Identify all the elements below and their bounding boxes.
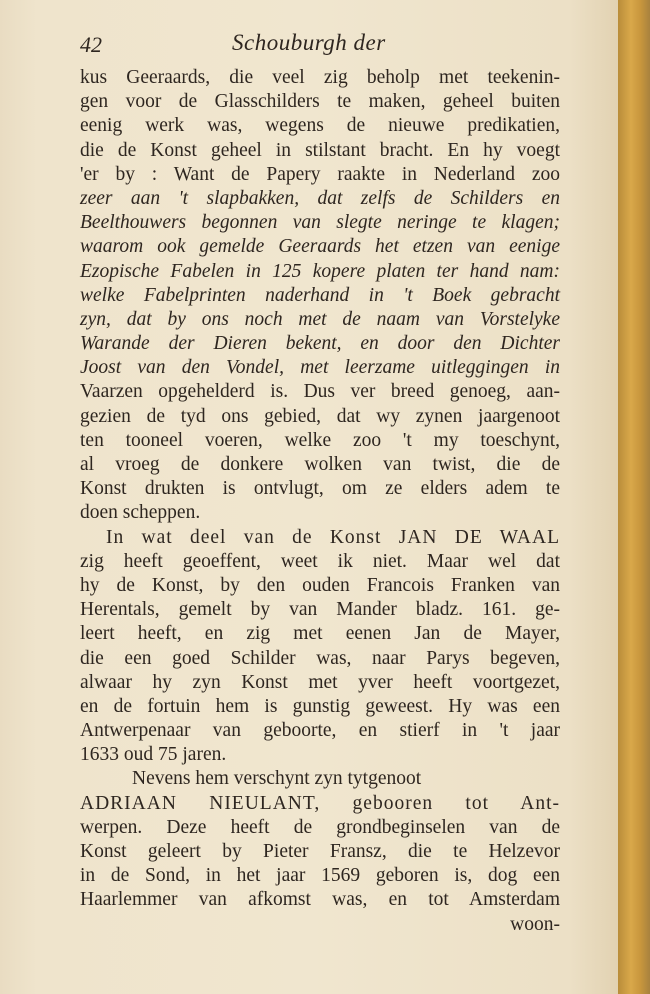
text-line: doen scheppen. [80, 502, 201, 524]
text-line: Haarlemmer van afkomst was, en tot Amsterdam [80, 889, 560, 911]
text-line: hy de Konst, by den ouden Francois Franken van [80, 574, 560, 596]
body-text [80, 66, 560, 937]
page-number: 42 [80, 32, 102, 57]
text-line: Warande der Dieren bekent, en door den Dichter [80, 333, 560, 355]
text-line: zig heeft geoeffent, weet ik niet. Maar wel dat [80, 550, 560, 572]
text-line: Joost van den Vondel, met leerzame uitleggingen in [80, 357, 560, 379]
text-line: ten tooneel voeren, welke zoo 't my toeschynt, [80, 429, 560, 451]
text-line: Herentals, gemelt by van Mander bladz. 161. ge- [80, 599, 560, 621]
text-line: waarom ook gemelde Geeraards het etzen van eenige [80, 236, 560, 258]
text-line: In wat deel van de Konst JAN DE WAAL [106, 526, 560, 548]
text-line: die de Konst geheel in stilstant bracht. En hy voegt [80, 139, 560, 161]
text-line: alwaar hy zyn Konst met yver heeft voortgezet, [80, 671, 560, 693]
gilt-page-edge [618, 0, 650, 994]
text-line: Vaarzen opgehelderd is. Dus ver breed genoeg, aan- [80, 381, 560, 403]
text-line: zyn, dat by ons noch met de naam van Vorstelyke [80, 308, 560, 330]
text-line: al vroeg de donkere wolken van twist, die de [80, 454, 560, 475]
text-line: Antwerpenaar van geboorte, en stierf in 't jaar [80, 720, 560, 742]
text-line: en de fortuin hem is gunstig geweest. Hy was een [80, 695, 560, 717]
text-line: Nevens hem verschynt zyn tytgenoot [132, 768, 422, 790]
running-head: Schouburgh der [232, 30, 386, 55]
text-line: die een goed Schilder was, naar Parys begeven, [80, 647, 560, 669]
text-line: gezien de tyd ons gebied, dat wy zynen jaargenoot [80, 405, 560, 427]
text-line: 1633 oud 75 jaren. [80, 744, 227, 766]
text-line: in de Sond, in het jaar 1569 geboren is, dog een [80, 865, 560, 887]
text-line: Ezopische Fabelen in 125 kopere platen ter hand nam: [80, 260, 560, 282]
text-line: 'er by : Want de Papery raakte in Nederland zoo [80, 163, 560, 185]
page-header [80, 30, 560, 64]
text-line: Konst geleert by Pieter Fransz, die te Helzevor [80, 841, 560, 862]
text-line: welke Fabelprinten naderhand in 't Boek gebracht [80, 284, 560, 306]
text-line: ADRIAAN NIEULANT, gebooren tot Ant- [80, 792, 560, 814]
text-line: kus Geeraards, die veel zig beholp met teekenin- [80, 67, 560, 88]
text-line: leert heeft, en zig met eenen Jan de Mayer, [80, 623, 560, 645]
text-line: gen voor de Glasschilders te maken, geheel buiten [80, 91, 560, 113]
text-line: werpen. Deze heeft de grondbeginselen van de [80, 816, 560, 838]
text-line: eenig werk was, wegens de nieuwe predikatien, [80, 115, 560, 137]
catchword: woon- [510, 913, 560, 935]
text-line: Beelthouwers begonnen van slegte neringe te klagen; [80, 212, 560, 234]
text-line: Konst drukten is ontvlugt, om ze elders adem te [80, 478, 560, 500]
text-line: zeer aan 't slapbakken, dat zelfs de Schilders en [80, 187, 560, 209]
